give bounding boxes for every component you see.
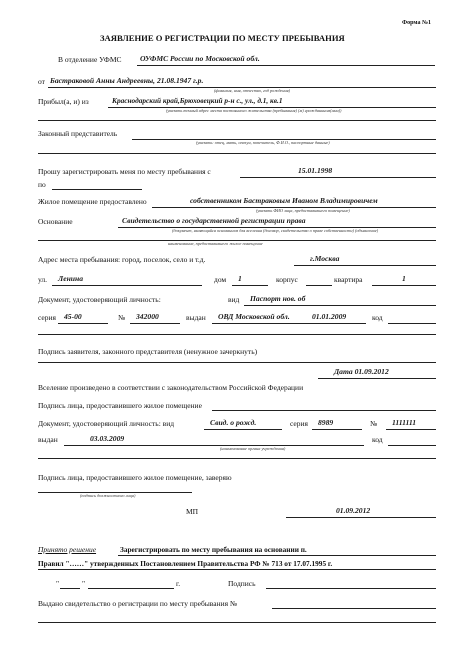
certificate-line-2 bbox=[38, 622, 436, 623]
mp-date[interactable]: 01.09.2012 bbox=[336, 506, 371, 515]
provider-code-line bbox=[388, 445, 436, 446]
footer-open-quote: " bbox=[56, 579, 60, 588]
provider-number[interactable]: 1111111 bbox=[392, 418, 417, 427]
id-extra-line bbox=[38, 334, 436, 335]
footer-sign-label: Подпись bbox=[228, 579, 256, 588]
house-value[interactable]: 1 bbox=[238, 274, 242, 283]
provider-sign-line bbox=[212, 410, 436, 411]
decision-line-1 bbox=[118, 555, 436, 556]
from-caption: (фамилия, имя, отчество, год рождения) bbox=[214, 88, 291, 93]
decision-text-2: Правил "……" утвержденных Постановлением Правительства РФ № 713 от 17.07.1995 г. bbox=[38, 559, 333, 568]
footer-day-line bbox=[60, 588, 80, 589]
certificate-label: Выдано свидетельство о регистрации по месту пребывания № bbox=[38, 599, 238, 608]
decision-line-2 bbox=[38, 569, 436, 570]
provider-number-line bbox=[386, 429, 436, 430]
footer-sign-line bbox=[266, 588, 436, 589]
house-line bbox=[232, 285, 268, 286]
form-number: Форма №1 bbox=[402, 20, 431, 26]
korpus-label: корпус bbox=[276, 275, 298, 284]
id-series-label: серия bbox=[38, 313, 56, 322]
provider-issued-line bbox=[64, 445, 364, 446]
id-code-line bbox=[388, 323, 436, 324]
office-value[interactable]: ОУФМС России по Московской обл. bbox=[140, 54, 260, 63]
arrived-value[interactable]: Краснодарский край,Брюховецкий р-н с., ул., д.1, кв.1 bbox=[112, 96, 283, 105]
provider-code-label: код bbox=[372, 435, 383, 444]
footer-year: г. bbox=[176, 579, 181, 588]
from-label: от bbox=[38, 77, 45, 86]
provider-doc-label: Документ, удостоверяющий личность: вид bbox=[38, 419, 175, 428]
housing-label: Жилое помещение предоставлено bbox=[38, 197, 147, 206]
request-label: Прошу зарегистрировать меня по месту пребывания с bbox=[38, 167, 211, 176]
provider-series-label: серия bbox=[290, 419, 308, 428]
mp-date-line bbox=[286, 517, 436, 518]
street-label: ул. bbox=[38, 275, 48, 284]
basis-caption-2: наименование, предоставившего жилое помещение bbox=[168, 241, 263, 246]
id-doc-vid[interactable]: Паспорт нов. об bbox=[250, 294, 306, 303]
id-doc-line bbox=[244, 305, 436, 306]
basis-value[interactable]: Свидетельство о государственной регистрации права bbox=[122, 216, 306, 225]
provider-series[interactable]: 8989 bbox=[318, 418, 334, 427]
mp-label: МП bbox=[186, 507, 199, 516]
apt-value[interactable]: 1 bbox=[402, 274, 406, 283]
arrived-line-2 bbox=[38, 120, 436, 121]
request-to-label: по bbox=[38, 180, 46, 189]
certify-caption: (подпись должностного лица) bbox=[80, 493, 136, 498]
representative-caption: (указать: отец, мать, опекун, попечитель, Ф.И.О., паспортные данные) bbox=[196, 140, 330, 145]
provider-extra-line bbox=[38, 458, 436, 459]
date-1-line bbox=[318, 378, 436, 379]
provider-issue-date[interactable]: 03.03.2009 bbox=[90, 434, 125, 443]
id-number[interactable]: 342000 bbox=[136, 312, 159, 321]
representative-line-2 bbox=[38, 153, 436, 154]
id-series-value[interactable]: 45-00 bbox=[64, 312, 82, 321]
provider-series-line bbox=[312, 429, 362, 430]
korpus-line bbox=[306, 285, 332, 286]
id-issued-label: выдан bbox=[186, 313, 206, 322]
footer-close-quote: " bbox=[82, 579, 86, 588]
id-code-label: код bbox=[372, 313, 383, 322]
provider-doc-vid[interactable]: Свид. о рожд. bbox=[210, 418, 257, 427]
arrived-label: Прибыл(а, и) из bbox=[38, 97, 89, 106]
request-to-line bbox=[52, 189, 142, 190]
certify-label: Подпись лица, предоставившего жилое помещение, заверяю bbox=[38, 473, 232, 482]
id-issuer[interactable]: ОВД Московской обл. bbox=[218, 312, 290, 321]
id-doc-label: Документ, удостоверяющий личность: bbox=[38, 295, 161, 304]
house-label: дом bbox=[214, 275, 227, 284]
address-line bbox=[294, 265, 436, 266]
id-issue-date[interactable]: 01.01.2009 bbox=[312, 312, 347, 321]
representative-label: Законный представитель bbox=[38, 129, 118, 138]
decision-text-1: Зарегистрировать по месту пребывания на основании п. bbox=[120, 545, 307, 554]
street-value[interactable]: Ленина bbox=[58, 274, 84, 283]
provider-issued-label: выдан bbox=[38, 435, 58, 444]
provider-no-label: № bbox=[370, 419, 378, 428]
address-city[interactable]: г.Москва bbox=[310, 254, 340, 263]
law-text: Вселение произведено в соответствии с законодательством Российской Федерации bbox=[38, 383, 304, 392]
housing-value[interactable]: собственником Бастраковым Иваном Владимировичем bbox=[190, 196, 378, 205]
certificate-line bbox=[272, 608, 436, 609]
id-issuer-line bbox=[212, 323, 366, 324]
request-line bbox=[240, 177, 436, 178]
applicant-sign-label: Подпись заявителя, законного представителя (ненужное зачеркнуть) bbox=[38, 347, 258, 356]
basis-caption-1: (документ, являющийся основанием для вселения (договор, свидетельство о праве собственности) (объявление) bbox=[172, 228, 379, 233]
office-label: В отделение УФМС bbox=[58, 55, 122, 64]
from-value[interactable]: Бастраковой Анны Андреевны, 21.08.1947 г.р. bbox=[50, 76, 204, 85]
request-date[interactable]: 15.01.1998 bbox=[298, 166, 333, 175]
office-line bbox=[137, 65, 435, 66]
address-label: Адрес места пребывания: город, поселок, село и т.д. bbox=[38, 255, 206, 264]
housing-caption: (указать ФИО лица, предоставившего помещение) bbox=[256, 208, 350, 213]
id-doc-vid-label: вид bbox=[228, 295, 240, 304]
apt-line bbox=[372, 285, 436, 286]
provider-sign-label: Подпись лица, предоставившего жилое помещение bbox=[38, 401, 202, 410]
id-series-line bbox=[58, 323, 108, 324]
decision-label: Принято решение bbox=[38, 545, 97, 554]
form-title: ЗАЯВЛЕНИЕ О РЕГИСТРАЦИИ ПО МЕСТУ ПРЕБЫВАНИЯ bbox=[100, 33, 345, 43]
id-number-line bbox=[130, 323, 180, 324]
street-line bbox=[52, 285, 202, 286]
provider-issued-caption: (наименование органа учреждения) bbox=[220, 446, 286, 451]
arrived-caption: (указать точный адрес места постоянного жительства (пребывания) (м) гражданином(ами)) bbox=[166, 108, 342, 113]
provider-doc-vid-line bbox=[204, 429, 282, 430]
apt-label: квартира bbox=[334, 275, 363, 284]
id-no-label: № bbox=[118, 313, 126, 322]
basis-label: Основание bbox=[38, 217, 73, 226]
applicant-sign-line bbox=[38, 362, 436, 363]
date-1[interactable]: Дата 01.09.2012 bbox=[334, 367, 389, 376]
footer-month-line bbox=[88, 588, 174, 589]
